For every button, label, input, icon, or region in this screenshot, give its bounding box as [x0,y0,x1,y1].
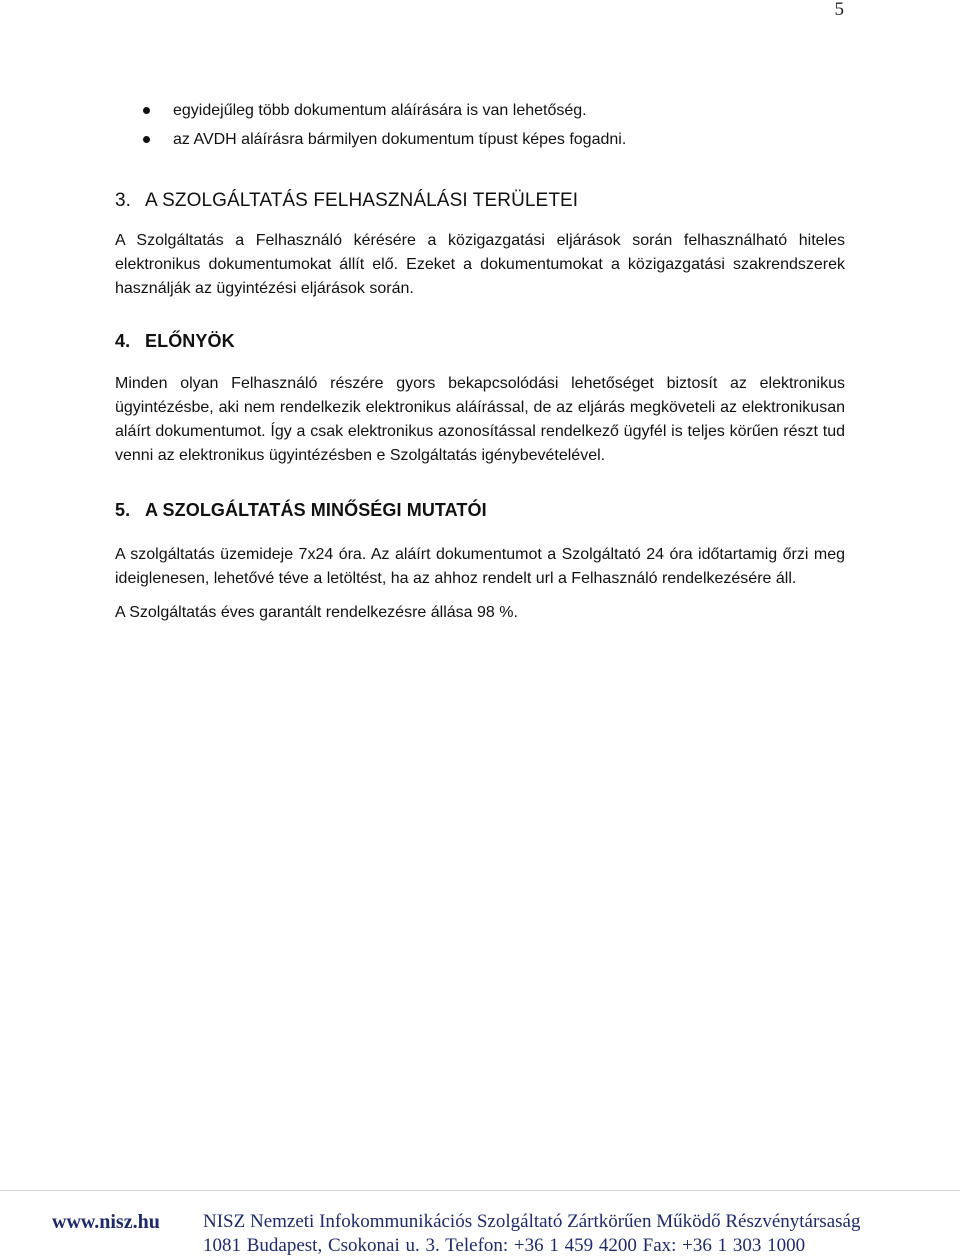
footer-divider [0,1190,960,1191]
document-body [115,96,845,625]
list-item [115,125,845,154]
bullet-icon [143,107,150,114]
section-5-heading [115,498,845,522]
section-number: 3. [115,190,132,211]
section-5-paragraph: A szolgáltatás üzemideje 7x24 óra. Az aláírt dokumentumot a Szolgáltató 24 óra időtartamig őrzi meg ideiglenesen, lehetővé téve a letöltést, ha az ahhoz rendelt url a Felhasználó rendelkezésére áll. [115,546,845,587]
list-item [115,96,845,125]
list-item-text: egyidejűleg több dokumentum aláírására is van lehetőség. [173,102,587,119]
section-3-paragraph: A Szolgáltatás a Felhasználó kérésére a közigazgatási eljárások során felhasználható hiteles elektronikus dokumentumokat állít elő. Ezeket a dokumentumokat a közigazgatási szakrendszerek használják az ügyintézési eljárások során. [115,232,845,297]
bullet-list [115,96,845,154]
list-item-text: az AVDH aláírásra bármilyen dokumentum típust képes fogadni. [173,131,627,148]
section-4-heading [115,329,845,353]
section-5-paragraph: A Szolgáltatás éves garantált rendelkezésre állása 98 %. [115,604,518,621]
section-number: 4. [115,331,131,351]
footer-address: 1081 Budapest, Csokonai u. 3. Telefon: +36 1 459 4200 Fax: +36 1 303 1000 [203,1235,806,1256]
section-title: ELŐNYÖK [145,331,235,351]
section-title: A SZOLGÁLTATÁS MINŐSÉGI MUTATÓI [145,500,487,520]
section-title: A SZOLGÁLTATÁS FELHASZNÁLÁSI TERÜLETEI [145,190,579,211]
bullet-icon [143,136,150,143]
page-number: 5 [834,0,844,20]
footer-website-link[interactable]: www.nisz.hu [52,1211,160,1233]
section-4-paragraph: Minden olyan Felhasználó részére gyors bekapcsolódási lehetőséget biztosít az elektronikus ügyintézésbe, aki nem rendelkezik elektronikus aláírással, de az eljárás megköveteli az elektronikusan aláírt dokumentumot. Így a csak elektronikus azonosítással rendelkező ügyfél is teljes körűen részt tud venni az elektronikus ügyintézésben e Szolgáltatás igénybevételével. [115,375,845,464]
footer-company-name: NISZ Nemzeti Infokommunikációs Szolgáltató Zártkörűen Működő Részvénytársaság [203,1211,861,1232]
section-number: 5. [115,500,131,520]
section-3-heading [115,189,845,213]
